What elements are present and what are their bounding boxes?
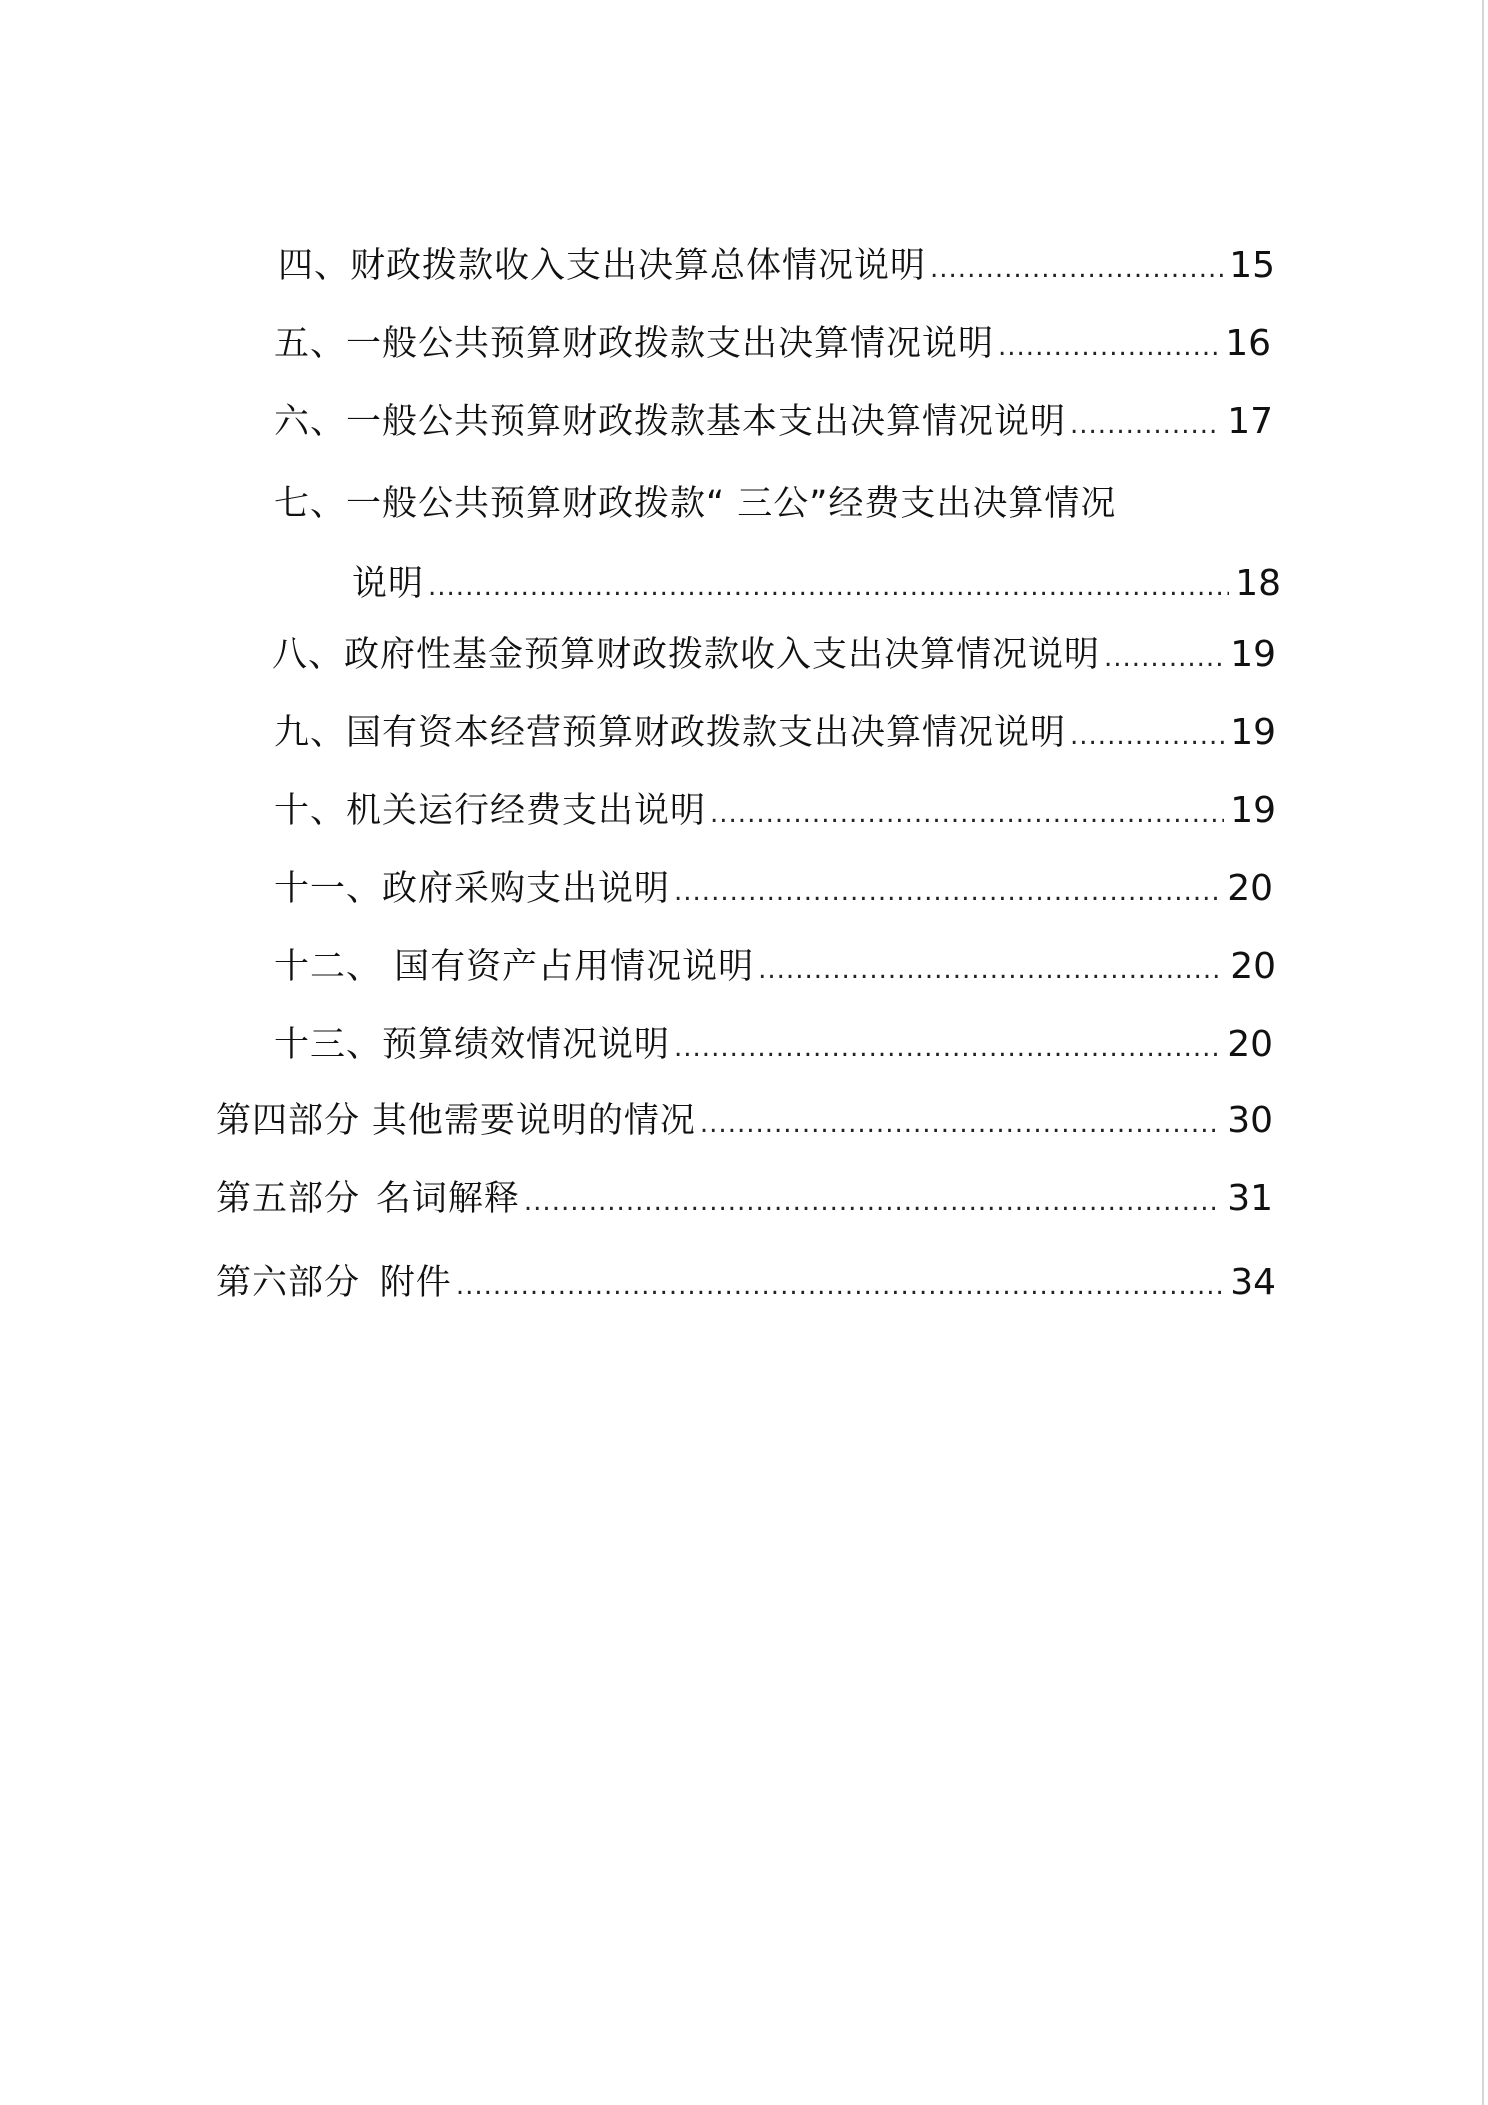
toc-leader-dots [998, 325, 1219, 369]
toc-entry-7-line-2[interactable] [352, 562, 1281, 609]
toc-entry-7-line-1[interactable] [274, 482, 1116, 526]
toc-page-number: 30 [1227, 1100, 1273, 1141]
toc-leader-dots [758, 948, 1224, 992]
toc-part-number: 第四部分 [216, 1101, 361, 1141]
toc-entry-label: 四、财政拨款收入支出决算总体情况说明 [278, 246, 927, 286]
toc-leader-dots [710, 792, 1224, 836]
toc-leader-dots [700, 1102, 1221, 1146]
toc-leader-dots [428, 565, 1229, 609]
toc-entry-label: 附件 [379, 1263, 452, 1303]
toc-entry-6[interactable] [274, 400, 1273, 447]
toc-page-number: 20 [1227, 1024, 1273, 1065]
toc-entry-13[interactable] [274, 1023, 1273, 1070]
toc-entry-label: 十、机关运行经费支出说明 [274, 791, 707, 831]
toc-part-6[interactable] [216, 1261, 1276, 1308]
toc-entry-12[interactable] [274, 945, 1276, 992]
toc-entry-label: 八、政府性基金预算财政拨款收入支出决算情况说明 [272, 635, 1101, 675]
toc-entry-4[interactable] [278, 244, 1275, 291]
toc-entry-10[interactable] [274, 789, 1276, 836]
toc-entry-8[interactable] [272, 633, 1276, 680]
toc-leader-dots [1104, 636, 1224, 680]
toc-entry-label: 名词解释 [375, 1179, 520, 1219]
toc-page-number: 18 [1235, 563, 1281, 604]
toc-page-number: 34 [1230, 1262, 1276, 1303]
toc-entry-9[interactable] [274, 711, 1276, 758]
toc-entry-label: 其他需要说明的情况 [371, 1101, 696, 1141]
toc-entry-label: 十二、 国有资产占用情况说明 [274, 947, 755, 987]
toc-leader-dots [930, 247, 1223, 291]
toc-page-number: 20 [1230, 946, 1276, 987]
toc-entry-5[interactable] [274, 322, 1271, 369]
toc-part-4[interactable] [216, 1099, 1273, 1146]
toc-part-number: 第六部分 [216, 1263, 361, 1303]
toc-entry-label: 说明 [352, 564, 425, 604]
toc-leader-dots [674, 870, 1221, 914]
toc-leader-dots [524, 1180, 1221, 1224]
toc-part-number: 第五部分 [216, 1179, 361, 1219]
toc-entry-label: 十三、预算绩效情况说明 [274, 1025, 671, 1065]
toc-page-number: 20 [1227, 868, 1273, 909]
toc-page-number: 16 [1225, 323, 1271, 364]
toc-page-number: 19 [1230, 790, 1276, 831]
toc-entry-label: 五、一般公共预算财政拨款支出决算情况说明 [274, 324, 995, 364]
toc-entry-label: 七、一般公共预算财政拨款“ 三公”经费支出决算情况 [274, 484, 1117, 524]
toc-entry-label: 九、国有资本经营预算财政拨款支出决算情况说明 [274, 713, 1067, 753]
toc-entry-11[interactable] [274, 867, 1273, 914]
toc-page-number: 19 [1230, 634, 1276, 675]
toc-part-5[interactable] [216, 1177, 1273, 1224]
toc-leader-dots [1070, 403, 1221, 447]
toc-page-number: 15 [1229, 245, 1275, 286]
toc-leader-dots [674, 1026, 1221, 1070]
toc-entry-label: 六、一般公共预算财政拨款基本支出决算情况说明 [274, 402, 1067, 442]
toc-leader-dots [456, 1264, 1224, 1308]
toc-entry-label: 十一、政府采购支出说明 [274, 869, 671, 909]
toc-leader-dots [1070, 714, 1224, 758]
toc-page-number: 31 [1227, 1178, 1273, 1219]
toc-page-number: 17 [1227, 401, 1273, 442]
toc-page-number: 19 [1230, 712, 1276, 753]
